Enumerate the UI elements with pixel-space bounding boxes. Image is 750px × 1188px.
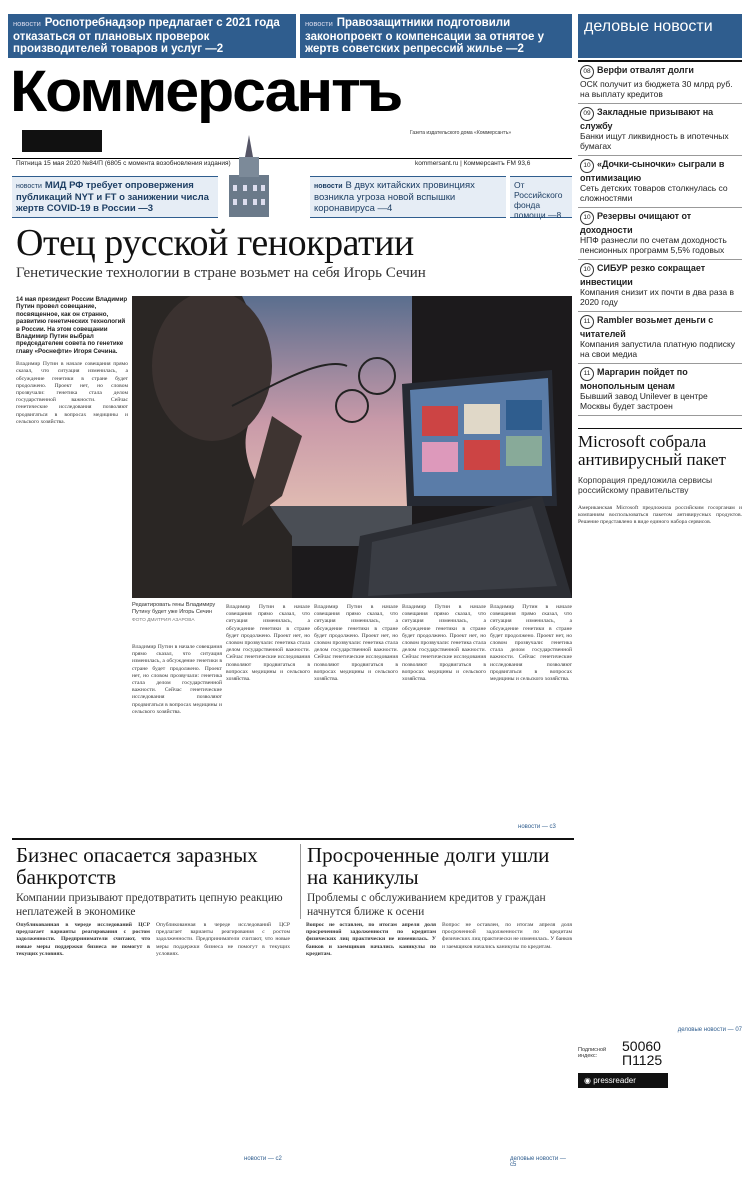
strip-tag: новости xyxy=(314,183,343,190)
brief-text: Бывший завод Unilever в центре Москвы будет застроен xyxy=(580,391,708,411)
article2-col2: Опубликованная в череде исследований ЦСР предлагает варианты реагирования с ростом задолженности. Предприниматели считают, что новые меры поддержки бизнеса не помогут в текущих условиях. xyxy=(156,922,290,957)
brief-headline: Маргарин пойдет по монопольным ценам xyxy=(580,367,688,391)
photo-caption: Редактировать гены Владимиру Путину будет уже Игорь Сечин xyxy=(132,602,216,615)
pressreader-label: pressreader xyxy=(593,1076,636,1085)
article2-body xyxy=(16,922,290,1154)
lead-body: Владимир Путин в начале совещания прямо сказал, что ситуация изменилась, а обсуждение генетики в стране будет продолжено. Проект нет, но словом прозвучали: генетика стала делом государственной важности. Сейчас генетические исследования позволяют продвигаться в вопросах медицины и сельского хозяйства. xyxy=(16,361,128,425)
strip-item-3[interactable] xyxy=(510,176,572,218)
feature-title: Microsoft собрала антивирусный пакет xyxy=(578,432,726,469)
sidebar-brief-item[interactable] xyxy=(578,62,742,104)
sidebar-brief-item[interactable] xyxy=(578,156,742,208)
pressreader-badge xyxy=(578,1073,668,1088)
sidebar-brief-item[interactable] xyxy=(578,312,742,364)
masthead xyxy=(10,60,570,130)
sidebar-brief-item[interactable] xyxy=(578,208,742,260)
brief-headline: Верфи отвалят долги xyxy=(597,65,694,75)
strip-text: МИД РФ требует опровержения публикаций NYT и FT о занижении числа жертв COVID-19 в России —3 xyxy=(16,180,209,214)
lead-subtitle: Генетические технологии в стране возьмет на себя Игорь Сечин xyxy=(16,265,426,281)
barcode xyxy=(22,130,102,152)
article2-title-block xyxy=(16,844,290,919)
brief-text: Компания снизит их почти в два раза в 2020 году xyxy=(580,287,734,307)
logo: Коммерсантъ xyxy=(10,59,402,124)
tagline-block xyxy=(410,130,570,154)
photo-credit: ФОТО ДМИТРИЯ АЗАРОВА xyxy=(132,618,195,623)
lead-body-col4: Владимир Путин в начале совещания прямо сказал, что ситуация изменилась, а обсуждение генетики в стране будет продолжено. Проект нет, но словом прозвучали: генетика стала делом государственной важности. Сейчас генетические исследования позволяют продвигаться в вопросах медицины и сельского хозяйства. xyxy=(402,604,486,683)
article3-col1: Вопрос не оставлен, по итогам апреля доля просроченной задолженности по кредитам физических лиц практически не изменилась. У банков и заемщиков начались каникулы по кредитам. xyxy=(306,922,436,957)
lead-intro: 14 мая президент России Владимир Путин провел совещание, посвященное, как он странно, развитию генетических технологий в России. На этом совещании Владимир Путин выбрал председателем совета по генетике главу «Роснефти» Игоря Сечина. xyxy=(16,296,128,355)
lead-title-block xyxy=(16,222,572,282)
article3-title: Просроченные долги ушли на каникулы xyxy=(307,843,550,889)
brief-text: Сеть детских товаров столкнулась со сложностями xyxy=(580,183,728,203)
brief-text: НПФ разнесли по счетам доходность пенсионных программ 5,5% годовых xyxy=(580,235,727,255)
feature-subtitle: Корпорация предложила сервисы российскому правительству xyxy=(578,475,713,495)
brief-text: ОСК получит из бюджета 30 млрд руб. на выплату кредитов xyxy=(580,79,733,99)
brief-headline: СИБУР резко сокращает инвестиции xyxy=(580,263,706,287)
brief-headline: Rambler возьмет деньги с читателей xyxy=(580,315,714,339)
lead-more-link[interactable]: новости — c3 xyxy=(518,824,556,830)
teaser-tag: новости xyxy=(305,19,333,28)
article2-subtitle: Компании призывают предотвратить цепную реакцию неплатежей в экономике xyxy=(16,892,283,918)
subscription-label: Подписной индекс: xyxy=(578,1047,607,1059)
teaser-headline: Правозащитники подготовили законопроект о компенсации за отнятое у жертв советских репрессий жилье —2 xyxy=(305,17,545,55)
article3-body xyxy=(306,922,572,1154)
brief-headline: «Дочки-сыночки» сыграли в оптимизацию xyxy=(580,159,725,183)
brief-headline: Резервы очищают от доходности xyxy=(580,211,692,235)
top-teaser-1[interactable] xyxy=(8,14,296,58)
strip-text: В двух китайских провинциях возникла угроза новой вспышки коронавируса —4 xyxy=(314,180,475,214)
brief-headline: Закладные призывают на службу xyxy=(580,107,714,131)
brief-text: Компания запустила платную подписку на свои медиа xyxy=(580,339,736,359)
tagline: Газета издательского дома «Коммерсантъ» xyxy=(410,130,512,136)
sidebar-brief-item[interactable] xyxy=(578,260,742,312)
sidebar-brief-item[interactable] xyxy=(578,104,742,156)
strip-tag: новости xyxy=(16,183,42,190)
lead-body-col2: Владимир Путин в начале совещания прямо сказал, что ситуация изменилась, а обсуждение генетики в стране будет продолжено. Проект нет, но словом прозвучали: генетика стала делом государственной важности. Сейчас генетические исследования позволяют продвигаться в вопросах медицины и сельского хозяйства. xyxy=(226,604,310,683)
lead-body-col3: Владимир Путин в начале совещания прямо сказал, что ситуация изменилась, а обсуждение генетики в стране будет продолжено. Проект нет, но словом прозвучали: генетика стала делом государственной важности. Сейчас генетические исследования позволяют продвигаться в вопросах медицины и сельского хозяйства. xyxy=(314,604,398,683)
sidebar-title: деловые новости xyxy=(578,14,742,58)
lead-body-col1: Владимир Путин в начале совещания прямо сказал, что ситуация изменилась, а обсуждение генетики в стране будет продолжено. Проект нет, но словом прозвучали: генетика стала делом государственной важности. Сейчас генетические исследования позволяют продвигаться в вопросах медицины и сельского хозяйства. xyxy=(132,644,222,715)
article3-more-link[interactable]: деловые новости — c5 xyxy=(510,1156,566,1168)
page-number-badge: 09 xyxy=(580,107,594,121)
article3-title-block xyxy=(300,844,574,919)
page-number-badge: 10 xyxy=(580,263,594,277)
subscription-block xyxy=(578,1039,742,1067)
building-icon xyxy=(225,135,273,217)
date-line: Пятница 15 мая 2020 №84/П (6805 с момента возобновления издания) xyxy=(16,160,231,167)
teaser-tag: новости xyxy=(13,19,41,28)
article2-more-link[interactable]: новости — c2 xyxy=(244,1156,282,1162)
photo-caption-block xyxy=(132,602,220,623)
lead-text-column xyxy=(16,296,128,808)
site-line: kommersant.ru | Коммерсантъ FM 93,6 xyxy=(415,160,531,167)
lead-photo xyxy=(132,296,572,598)
article2-title: Бизнес опасается заразных банкротств xyxy=(16,843,258,889)
article3-col2: Вопрос не оставлен, по итогам апреля доля просроченной задолженности по кредитам физических лиц практически не изменилась. У банков и заемщиков начались каникулы по кредитам. xyxy=(442,922,572,950)
strip-item-1[interactable] xyxy=(12,176,218,218)
lead-body-col5: Владимир Путин в начале совещания прямо сказал, что ситуация изменилась, а обсуждение генетики в стране будет продолжено. Проект нет, но словом прозвучали: генетика стала делом государственной важности. Сейчас генетические исследования позволяют продвигаться в вопросах медицины и сельского хозяйства. xyxy=(490,604,572,683)
subscription-code-2: П1125 xyxy=(622,1052,663,1068)
page-number-badge: 11 xyxy=(580,315,594,329)
pressreader-icon: ◉ xyxy=(584,1076,594,1085)
strip-item-2[interactable] xyxy=(310,176,506,218)
lead-title: Отец русской генократии xyxy=(16,222,414,264)
page-number-badge: 11 xyxy=(580,367,594,381)
feature-body: Американская Microsoft предложила российским госорганам и компаниям воспользоваться пакетом антивирусных продуктов. Решение представлено в виде единого набора сервисов. xyxy=(578,505,742,526)
brief-text: Банки ищут ликвидность в ипотечных бумагах xyxy=(580,131,729,151)
page-number-badge: 08 xyxy=(580,65,594,79)
sidebar xyxy=(578,14,742,1088)
subscription-code-1: 50060 xyxy=(622,1038,661,1054)
feature-more-link[interactable]: деловые новости — 07 xyxy=(677,1027,742,1033)
page-number-badge: 10 xyxy=(580,159,594,173)
page-number-badge: 10 xyxy=(580,211,594,225)
top-teaser-2[interactable] xyxy=(300,14,572,58)
sidebar-feature[interactable] xyxy=(578,428,742,495)
sidebar-briefs xyxy=(578,62,742,416)
sidebar-brief-item[interactable] xyxy=(578,364,742,416)
article3-subtitle: Проблемы с обслуживанием кредитов у граждан начнутся ближе к осени xyxy=(307,892,546,918)
strip-text: От Российского фонда помощи —8 xyxy=(514,180,563,220)
teaser-headline: Роспотребнадзор предлагает с 2021 года отказаться от плановых проверок производителей товаров и услуг —2 xyxy=(13,17,280,55)
article2-col1: Опубликованная в череде исследований ЦСР предлагает варианты реагирования с ростом задолженности. Предприниматели считают, что новые меры поддержки бизнеса не помогут в текущих условиях. xyxy=(16,922,150,957)
